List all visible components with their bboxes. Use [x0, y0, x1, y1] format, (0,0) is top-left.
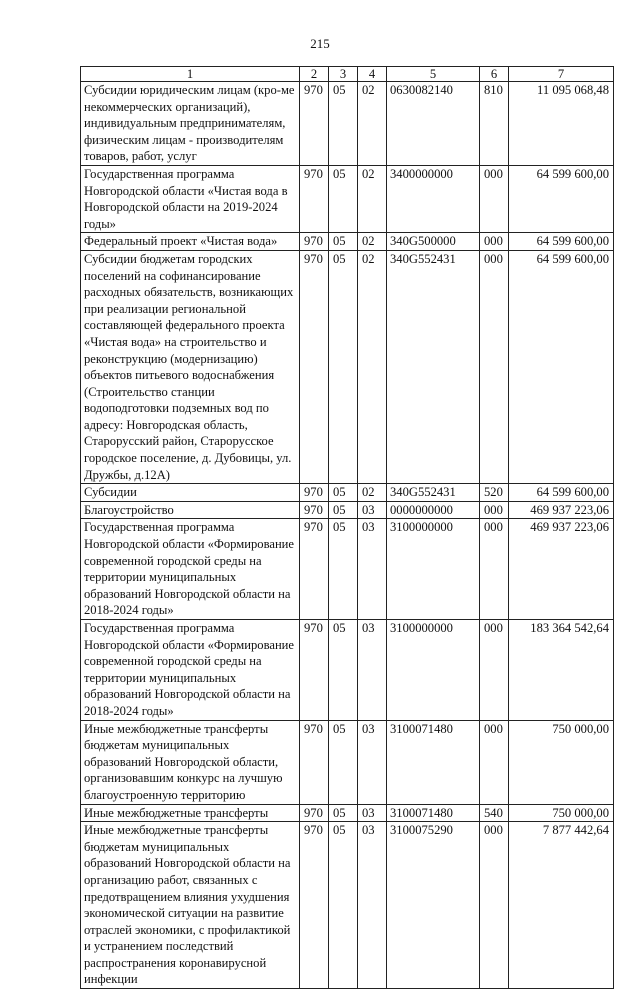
row-name: Государственная программа Новгородской области «Формирование современной городской среды на территории муниципальных образований Новгородской области на 2018-2024 годы»: [81, 620, 300, 721]
header-cell: 3: [329, 67, 358, 82]
row-pr: 02: [358, 484, 387, 502]
row-pr: 03: [358, 620, 387, 721]
row-vr: 000: [480, 720, 509, 804]
row-vr: 000: [480, 165, 509, 232]
row-grbs: 970: [300, 82, 329, 166]
row-csr: 0000000000: [387, 501, 480, 519]
table-row: [81, 82, 614, 166]
table-header-row: [81, 67, 614, 82]
row-grbs: 970: [300, 822, 329, 989]
row-sum: 469 937 223,06: [509, 501, 614, 519]
row-sum: 183 364 542,64: [509, 620, 614, 721]
row-vr: 000: [480, 233, 509, 251]
row-name: Иные межбюджетные трансферты бюджетам муниципальных образований Новгородской области, организовавшим конкурс на лучшую благоустроенную территорию: [81, 720, 300, 804]
row-sum: 11 095 068,48: [509, 82, 614, 166]
row-pr: 03: [358, 804, 387, 822]
row-sum: 64 599 600,00: [509, 233, 614, 251]
row-rz: 05: [329, 620, 358, 721]
row-sum: 64 599 600,00: [509, 165, 614, 232]
row-rz: 05: [329, 165, 358, 232]
header-cell: 2: [300, 67, 329, 82]
row-grbs: 970: [300, 501, 329, 519]
table-row: [81, 720, 614, 804]
row-vr: 520: [480, 484, 509, 502]
row-csr: 3400000000: [387, 165, 480, 232]
row-rz: 05: [329, 804, 358, 822]
row-csr: 3100075290: [387, 822, 480, 989]
row-name: Субсидии юридическим лицам (кро-ме некоммерческих организаций), индивидуальным предпринимателям, физическим лицам - производителям товаров, работ, услуг: [81, 82, 300, 166]
row-csr: 340G552431: [387, 250, 480, 483]
row-csr: 0630082140: [387, 82, 480, 166]
row-grbs: 970: [300, 804, 329, 822]
table-row: [81, 250, 614, 483]
row-name: Федеральный проект «Чистая вода»: [81, 233, 300, 251]
row-rz: 05: [329, 82, 358, 166]
row-pr: 03: [358, 720, 387, 804]
row-pr: 02: [358, 165, 387, 232]
row-pr: 02: [358, 233, 387, 251]
row-name: Благоустройство: [81, 501, 300, 519]
row-rz: 05: [329, 484, 358, 502]
table-row: [81, 519, 614, 620]
row-vr: 000: [480, 519, 509, 620]
row-sum: 64 599 600,00: [509, 250, 614, 483]
row-rz: 05: [329, 519, 358, 620]
table-row: [81, 822, 614, 989]
row-pr: 02: [358, 250, 387, 483]
row-rz: 05: [329, 233, 358, 251]
row-grbs: 970: [300, 233, 329, 251]
row-rz: 05: [329, 720, 358, 804]
row-vr: 000: [480, 250, 509, 483]
row-grbs: 970: [300, 250, 329, 483]
row-sum: 7 877 442,64: [509, 822, 614, 989]
page-number: 215: [310, 36, 330, 51]
row-sum: 750 000,00: [509, 720, 614, 804]
row-name: Субсидии: [81, 484, 300, 502]
table-row: [81, 620, 614, 721]
row-name: Иные межбюджетные трансферты: [81, 804, 300, 822]
table-row: [81, 501, 614, 519]
row-sum: 64 599 600,00: [509, 484, 614, 502]
row-vr: 810: [480, 82, 509, 166]
row-name: Государственная программа Новгородской области «Чистая вода в Новгородской области на 2019-2024 годы»: [81, 165, 300, 232]
row-pr: 02: [358, 82, 387, 166]
row-pr: 03: [358, 519, 387, 620]
row-rz: 05: [329, 822, 358, 989]
row-name: Государственная программа Новгородской области «Формирование современной городской среды на территории муниципальных образований Новгородской области на 2018-2024 годы»: [81, 519, 300, 620]
row-rz: 05: [329, 501, 358, 519]
row-name: Субсидии бюджетам городских поселений на софинансирование расходных обязательств, возникающих при реализации региональной составляющей федерального проекта «Чистая вода» на строительство и реконструкцию (модернизацию) объектов питьевого водоснабжения (Строительство станции водоподготовки подземных вод по адресу: Новгородская область, Старорусский район, Старорусское городское поселение, д. Дубовицы, ул. Дружбы, д.12А): [81, 250, 300, 483]
header-cell: 5: [387, 67, 480, 82]
row-vr: 000: [480, 501, 509, 519]
row-sum: 469 937 223,06: [509, 519, 614, 620]
row-grbs: 970: [300, 720, 329, 804]
row-vr: 000: [480, 822, 509, 989]
row-pr: 03: [358, 822, 387, 989]
header-cell: 1: [81, 67, 300, 82]
budget-table: [80, 66, 614, 989]
table-row: [81, 484, 614, 502]
row-sum: 750 000,00: [509, 804, 614, 822]
header-cell: 7: [509, 67, 614, 82]
row-name: Иные межбюджетные трансферты бюджетам муниципальных образований Новгородской области на организацию работ, связанных с предотвращением влияния ухудшения экономической ситуации на развитие отраслей экономики, с профилактикой и устранением последствий распространения коронавирусной инфекции: [81, 822, 300, 989]
header-cell: 6: [480, 67, 509, 82]
table-row: [81, 233, 614, 251]
row-grbs: 970: [300, 519, 329, 620]
row-grbs: 970: [300, 165, 329, 232]
row-csr: 3100071480: [387, 720, 480, 804]
row-pr: 03: [358, 501, 387, 519]
table-row: [81, 804, 614, 822]
row-grbs: 970: [300, 484, 329, 502]
row-grbs: 970: [300, 620, 329, 721]
row-vr: 540: [480, 804, 509, 822]
row-csr: 3100000000: [387, 519, 480, 620]
row-csr: 3100000000: [387, 620, 480, 721]
table-row: [81, 165, 614, 232]
row-csr: 340G552431: [387, 484, 480, 502]
row-vr: 000: [480, 620, 509, 721]
row-rz: 05: [329, 250, 358, 483]
row-csr: 340G500000: [387, 233, 480, 251]
header-cell: 4: [358, 67, 387, 82]
row-csr: 3100071480: [387, 804, 480, 822]
